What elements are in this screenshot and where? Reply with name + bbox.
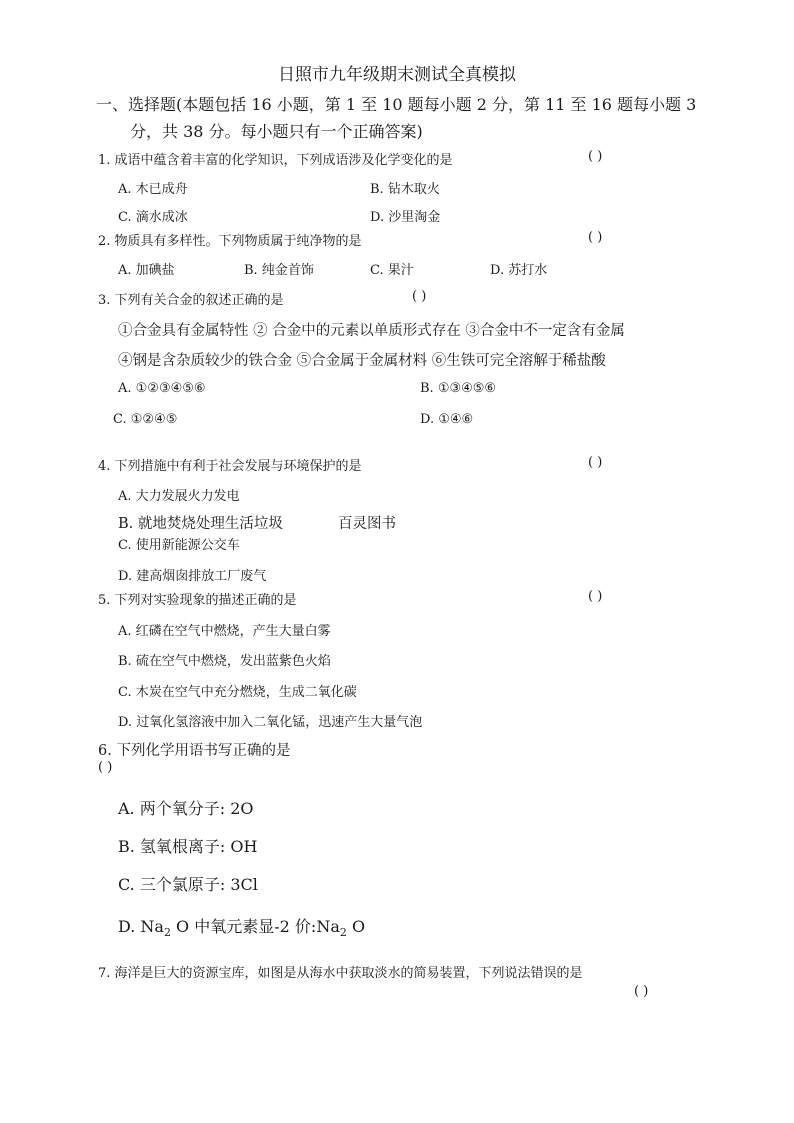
question-1-option-c: C. 滴水成冰 bbox=[118, 210, 188, 225]
question-2-option-c: C. 果汁 bbox=[370, 263, 414, 278]
question-1-option-a: A. 木已成舟 bbox=[118, 182, 188, 197]
question-4-answer-paren: ( ) bbox=[588, 455, 603, 470]
question-3-option-a: A. ①②③④⑤⑥ bbox=[118, 381, 206, 396]
question-3-option-c: C. ①②④⑤ bbox=[113, 412, 178, 427]
question-3-option-d: D. ①④⑥ bbox=[420, 412, 474, 427]
question-3-stem: 3. 下列有关合金的叙述正确的是 bbox=[98, 293, 284, 308]
option-d-text-2: O 中氧元素显-2 价:Na bbox=[170, 917, 340, 936]
question-2-option-d: D. 苏打水 bbox=[490, 263, 548, 278]
watermark-text: 百灵图书 bbox=[338, 516, 396, 532]
section-heading-cont: 分，共 38 分。每小题只有一个正确答案) bbox=[130, 122, 423, 141]
question-4-option-c: C. 使用新能源公交车 bbox=[118, 538, 240, 553]
question-6-answer-paren: ( ) bbox=[98, 760, 113, 775]
subscript-2b: 2 bbox=[339, 926, 347, 940]
question-4-option-a: A. 大力发展火力发电 bbox=[118, 489, 240, 504]
question-2-option-b: B. 纯金首饰 bbox=[244, 263, 314, 278]
question-5-option-b: B. 硫在空气中燃烧，发出蓝紫色火焰 bbox=[118, 654, 331, 669]
question-2-option-a: A. 加碘盐 bbox=[118, 263, 175, 278]
question-3-option-b: B. ①③④⑤⑥ bbox=[420, 381, 497, 396]
question-2-answer-paren: ( ) bbox=[588, 230, 603, 245]
question-6-option-d bbox=[118, 914, 365, 939]
question-1-option-b: B. 钻木取火 bbox=[370, 182, 440, 197]
question-5-stem: 5. 下列对实验现象的描述正确的是 bbox=[98, 593, 297, 608]
question-7-answer-paren: ( ) bbox=[634, 984, 649, 999]
question-1-option-d: D. 沙里淘金 bbox=[370, 210, 441, 225]
question-6-option-a: A. 两个氧分子: 2O bbox=[118, 799, 254, 818]
question-5-option-c: C. 木炭在空气中充分燃烧，生成二氧化碳 bbox=[118, 685, 357, 700]
question-6-stem: 6. 下列化学用语书写正确的是 bbox=[98, 743, 291, 759]
option-d-text-3: O bbox=[346, 917, 366, 936]
question-3-statements-2: ④钢是含杂质较少的铁合金 ⑤合金属于金属材料 ⑥生铁可完全溶解于稀盐酸 bbox=[118, 353, 606, 369]
page-title: 日照市九年级期末测试全真模拟 bbox=[278, 65, 516, 85]
question-4-option-d: D. 建高烟囱排放工厂废气 bbox=[118, 569, 267, 584]
question-6-option-b: B. 氢氧根离子: OH bbox=[118, 837, 258, 856]
question-6-option-c: C. 三个氯原子: 3Cl bbox=[118, 875, 258, 894]
question-4-stem: 4. 下列措施中有利于社会发展与环境保护的是 bbox=[98, 459, 362, 474]
option-d-text-1: D. Na bbox=[118, 917, 164, 936]
question-1-answer-paren: ( ) bbox=[588, 149, 603, 164]
subscript-2: 2 bbox=[163, 926, 171, 940]
question-5-option-a: A. 红磷在空气中燃烧，产生大量白雾 bbox=[118, 624, 331, 639]
question-1-stem: 1. 成语中蕴含着丰富的化学知识，下列成语涉及化学变化的是 bbox=[98, 153, 453, 168]
section-heading: 一、选择题(本题包括 16 小题，第 1 至 10 题每小题 2 分，第 11 至 16 题每小题 3 bbox=[96, 95, 697, 114]
question-7-stem: 7. 海洋是巨大的资源宝库，如图是从海水中获取淡水的简易装置，下列说法错误的是 bbox=[98, 966, 583, 981]
question-4-option-b: B. 就地焚烧处理生活垃圾 bbox=[118, 516, 283, 532]
question-2-stem: 2. 物质具有多样性。下列物质属于纯净物的是 bbox=[98, 234, 362, 249]
question-5-option-d: D. 过氧化氢溶液中加入二氧化锰，迅速产生大量气泡 bbox=[118, 715, 423, 730]
question-3-statements-1: ①合金具有金属特性 ② 合金中的元素以单质形式存在 ③合金中不一定含有金属 bbox=[118, 323, 625, 339]
question-3-answer-paren: ( ) bbox=[412, 289, 427, 304]
question-5-answer-paren: ( ) bbox=[588, 589, 603, 604]
